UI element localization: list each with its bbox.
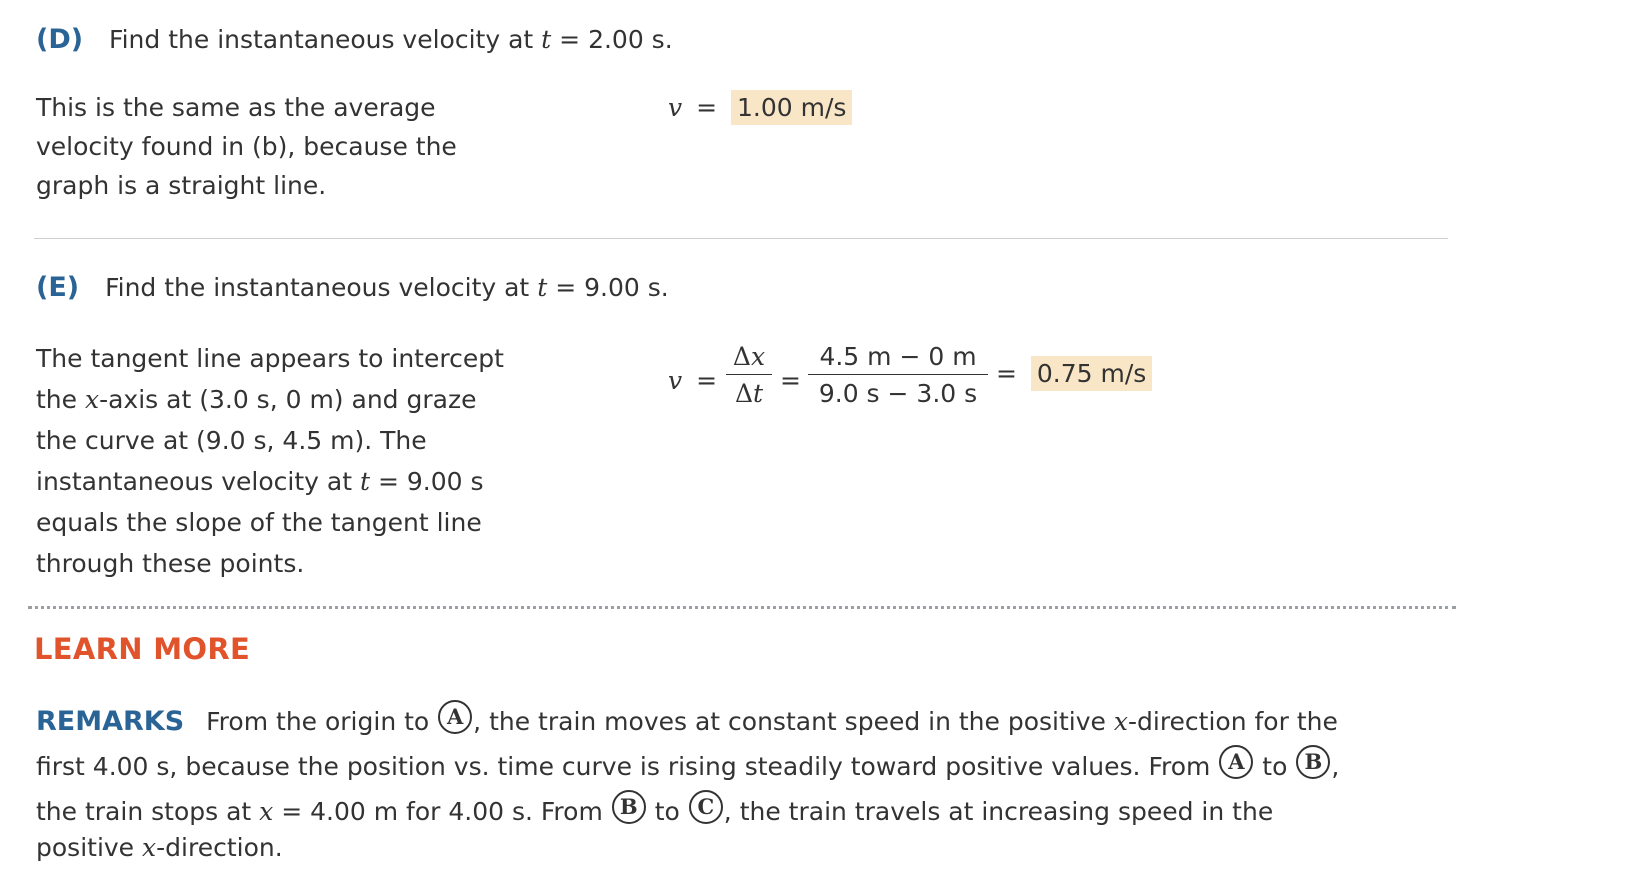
remarks-line — [36, 790, 1273, 826]
remarks-line — [36, 745, 1339, 781]
remarks-x-var: x — [1113, 707, 1128, 736]
part-e-exp-x-var: x — [84, 385, 100, 414]
remarks-x-var: x — [259, 797, 274, 826]
part-e-eq-sign: = — [696, 366, 718, 395]
part-e-exp-text: -axis at (3.0 s, 0 m) and graze — [99, 385, 477, 414]
part-d-t-var: t — [541, 25, 552, 54]
remarks-text: From the origin to — [206, 707, 430, 736]
part-d-eq-sign: = — [696, 93, 718, 122]
part-d-eq-var: v — [668, 93, 683, 122]
remarks-x-var: x — [142, 833, 157, 862]
part-d-explanation-line: graph is a straight line. — [36, 171, 327, 200]
circle-a-icon: A — [438, 700, 472, 734]
section-divider — [34, 238, 1448, 239]
part-e-prompt-value: = 9.00 s. — [555, 273, 669, 302]
remarks-line — [36, 833, 283, 862]
part-e-letter: (E) — [36, 272, 80, 303]
part-e-explanation-line — [36, 379, 504, 420]
circle-b-icon: B — [1296, 745, 1330, 779]
remarks-text: to — [1262, 752, 1288, 781]
part-e-eq-var: v — [668, 366, 683, 395]
remarks-line — [36, 700, 1338, 737]
part-e-explanation-line: the curve at (9.0 s, 4.5 m). The — [36, 426, 427, 455]
part-e-explanation-line — [36, 461, 504, 502]
remarks-label: REMARKS — [36, 706, 185, 737]
part-e-eq-sign-2: = — [780, 366, 801, 395]
remarks-text: , — [1331, 752, 1340, 781]
learn-more-heading: LEARN MORE — [34, 632, 251, 666]
part-e-eq-sign-3: = — [996, 359, 1017, 388]
part-d-prompt: Find the instantaneous velocity at — [109, 25, 534, 54]
part-e-explanation-line: equals the slope of the tangent line — [36, 508, 482, 537]
part-d-heading — [36, 24, 673, 55]
part-e-explanation-line: The tangent line appears to intercept — [36, 344, 504, 373]
delta-fraction-denominator: Δt — [734, 379, 764, 408]
remarks-text: to — [654, 797, 680, 826]
part-d-explanation — [36, 88, 457, 205]
value-fraction-numerator: 4.5 m − 0 m — [819, 342, 977, 371]
part-e-exp-text: = 9.00 s — [377, 467, 484, 496]
remarks-text: , the train moves at constant speed in the positive — [473, 707, 1106, 736]
dotted-divider — [28, 606, 1456, 609]
part-e-eq-result — [996, 356, 1152, 391]
part-e-exp-text: the — [36, 385, 78, 414]
part-d-prompt-value: = 2.00 s. — [559, 25, 673, 54]
part-e-explanation-line: through these points. — [36, 549, 305, 578]
part-e-exp-t-var: t — [359, 467, 371, 496]
part-e-t-var: t — [537, 273, 548, 302]
remarks-text: -direction. — [156, 833, 283, 862]
circle-b-icon: B — [612, 790, 646, 824]
value-fraction-denominator: 9.0 s − 3.0 s — [818, 379, 978, 408]
remarks-text: = 4.00 m for 4.00 s. From — [281, 797, 603, 826]
part-e-exp-text: instantaneous velocity at — [36, 467, 353, 496]
part-d-explanation-line: velocity found in (b), because the — [36, 132, 457, 161]
remarks-text: the train stops at — [36, 797, 252, 826]
part-d-equation — [668, 90, 852, 125]
remarks-text: -direction for the — [1127, 707, 1338, 736]
part-d-answer: 1.00 m/s — [731, 90, 852, 125]
remarks-text: , the train travels at increasing speed in the — [723, 797, 1274, 826]
remarks-text: first 4.00 s, because the position vs. time curve is rising steadily toward positive values. From — [36, 752, 1211, 781]
delta-fraction — [726, 340, 772, 413]
part-e-heading — [36, 272, 669, 303]
part-e-answer: 0.75 m/s — [1031, 356, 1152, 391]
part-d-explanation-line: This is the same as the average — [36, 93, 436, 122]
delta-fraction-numerator: Δx — [732, 342, 766, 371]
circle-a-icon: A — [1219, 745, 1253, 779]
part-e-prompt: Find the instantaneous velocity at — [105, 273, 530, 302]
circle-c-icon: C — [689, 790, 723, 824]
value-fraction — [808, 340, 988, 413]
part-e-eq-lhs — [668, 366, 717, 395]
part-e-explanation — [36, 338, 504, 584]
remarks-text: positive — [36, 833, 135, 862]
part-d-letter: (D) — [36, 24, 84, 55]
